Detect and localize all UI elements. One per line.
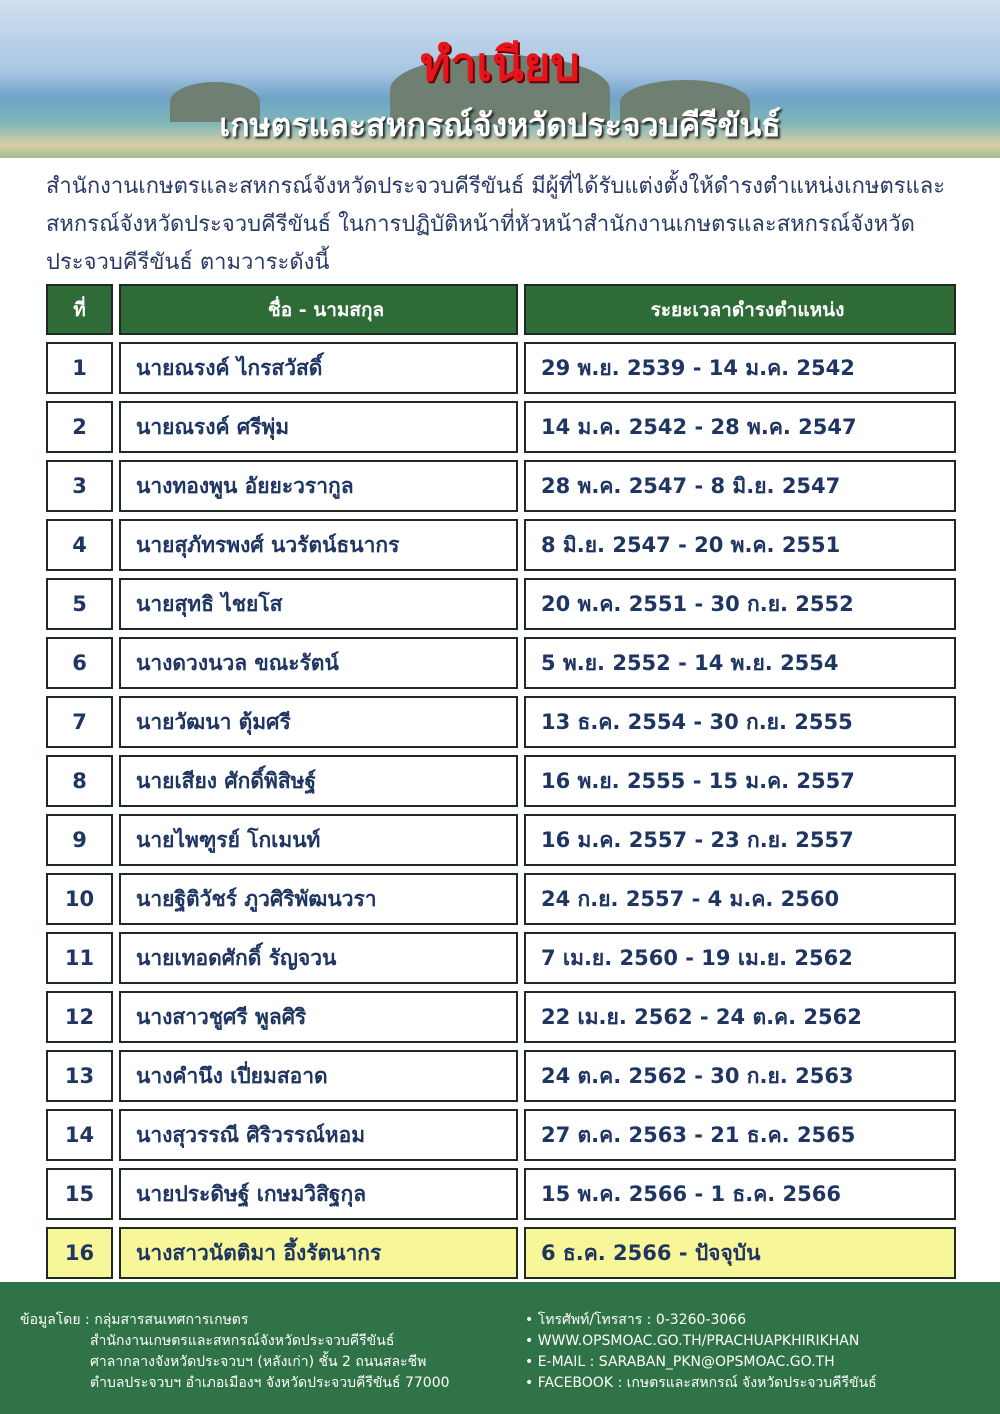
term-period: 13 ธ.ค. 2554 - 30 ก.ย. 2555 [524,696,956,748]
row-number: 6 [46,637,113,689]
row-number: 16 [46,1227,113,1279]
term-period: 24 ต.ค. 2562 - 30 ก.ย. 2563 [524,1050,956,1102]
term-period: 7 เม.ย. 2560 - 19 เม.ย. 2562 [524,932,956,984]
footer-link: • E-MAIL : SARABAN_PKN@OPSMOAC.GO.TH [525,1354,835,1370]
footer-contact-address [20,1310,450,1394]
director-name: นางคำนึง เปี่ยมสอาด [119,1050,518,1102]
director-name: นายณรงค์ ศรีพุ่ม [119,401,518,453]
footer-contact-links [525,1310,877,1394]
director-name: นางทองพูน อัยยะวรากูล [119,460,518,512]
director-name: นายเทอดศักดิ์ รัญจวน [119,932,518,984]
term-period: 16 ม.ค. 2557 - 23 ก.ย. 2557 [524,814,956,866]
footer-line: ข้อมูลโดย : กลุ่มสารสนเทศการเกษตร [20,1312,249,1328]
director-name: นายสุภัทรพงศ์ นวรัตน์ธนากร [119,519,518,571]
director-name: นางสาวนัตติมา อึ้งรัตนากร [119,1227,518,1279]
row-number: 9 [46,814,113,866]
table-header-cell: ระยะเวลาดำรงตำแหน่ง [524,284,956,335]
term-period: 20 พ.ค. 2551 - 30 ก.ย. 2552 [524,578,956,630]
footer-line: ตำบลประจวบฯ อำเภอเมืองฯ จังหวัดประจวบคีรีขันธ์ 77000 [90,1375,450,1391]
row-number: 14 [46,1109,113,1161]
page-subtitle: เกษตรและสหกรณ์จังหวัดประจวบคีรีขันธ์ [219,106,781,144]
director-name: นางสาวชูศรี พูลศิริ [119,991,518,1043]
term-period: 6 ธ.ค. 2566 - ปัจจุบัน [524,1227,956,1279]
term-period: 27 ต.ค. 2563 - 21 ธ.ค. 2565 [524,1109,956,1161]
row-number: 3 [46,460,113,512]
term-period: 16 พ.ย. 2555 - 15 ม.ค. 2557 [524,755,956,807]
table-header-cell: ชื่อ - นามสกุล [119,284,518,335]
row-number: 13 [46,1050,113,1102]
director-name: นายเสียง ศักดิ์พิสิษฐ์ [119,755,518,807]
term-period: 22 เม.ย. 2562 - 24 ต.ค. 2562 [524,991,956,1043]
director-name: นายณรงค์ ไกรสวัสดิ์ [119,342,518,394]
term-period: 29 พ.ย. 2539 - 14 ม.ค. 2542 [524,342,956,394]
director-name: นายไพฑูรย์ โกเมนท์ [119,814,518,866]
director-name: นางดวงนวล ขณะรัตน์ [119,637,518,689]
term-period: 15 พ.ค. 2566 - 1 ธ.ค. 2566 [524,1168,956,1220]
footer-line: สำนักงานเกษตรและสหกรณ์จังหวัดประจวบคีรีขันธ์ [90,1333,395,1349]
row-number: 12 [46,991,113,1043]
row-number: 2 [46,401,113,453]
intro-text: สำนักงานเกษตรและสหกรณ์จังหวัดประจวบคีรีขันธ์ มีผู้ที่ได้รับแต่งตั้งให้ดำรงตำแหน่งเกษตรและสหกรณ์จังหวัดประจวบคีรีขันธ์ ในการปฏิบัติหน้าที่หัวหน้าสำนักงานเกษตรและสหกรณ์จังหวัดประจวบคีรีขันธ์ ตามวาระดังนี้ [46,174,946,275]
row-number: 11 [46,932,113,984]
footer-link: • FACEBOOK : เกษตรและสหกรณ์ จังหวัดประจวบคีรีขันธ์ [525,1375,877,1391]
director-name: นายวัฒนา ตุ้มศรี [119,696,518,748]
row-number: 10 [46,873,113,925]
footer-link: • โทรศัพท์/โทรสาร : 0-3260-3066 [525,1312,747,1328]
row-number: 7 [46,696,113,748]
footer [0,1282,1000,1414]
row-number: 15 [46,1168,113,1220]
row-number: 5 [46,578,113,630]
term-period: 5 พ.ย. 2552 - 14 พ.ย. 2554 [524,637,956,689]
row-number: 8 [46,755,113,807]
footer-link: • WWW.OPSMOAC.GO.TH/PRACHUAPKHIRIKHAN [525,1333,860,1349]
term-period: 24 ก.ย. 2557 - 4 ม.ค. 2560 [524,873,956,925]
director-name: นางสุวรรณี ศิริวรรณ์หอม [119,1109,518,1161]
header-banner [0,0,1000,158]
director-name: นายฐิติวัชร์ ภูวศิริพัฒนวรา [119,873,518,925]
term-period: 28 พ.ค. 2547 - 8 มิ.ย. 2547 [524,460,956,512]
director-name: นายประดิษฐ์ เกษมวิสิฐกุล [119,1168,518,1220]
term-period: 14 ม.ค. 2542 - 28 พ.ค. 2547 [524,401,956,453]
table-header-cell: ที่ [46,284,113,335]
term-period: 8 มิ.ย. 2547 - 20 พ.ค. 2551 [524,519,956,571]
row-number: 1 [46,342,113,394]
row-number: 4 [46,519,113,571]
footer-line: ศาลากลางจังหวัดประจวบฯ (หลังเก่า) ชั้น 2 ถนนสละชีพ [90,1354,427,1370]
director-name: นายสุทธิ ไชยโส [119,578,518,630]
page-title: ทำเนียบ [420,37,580,91]
